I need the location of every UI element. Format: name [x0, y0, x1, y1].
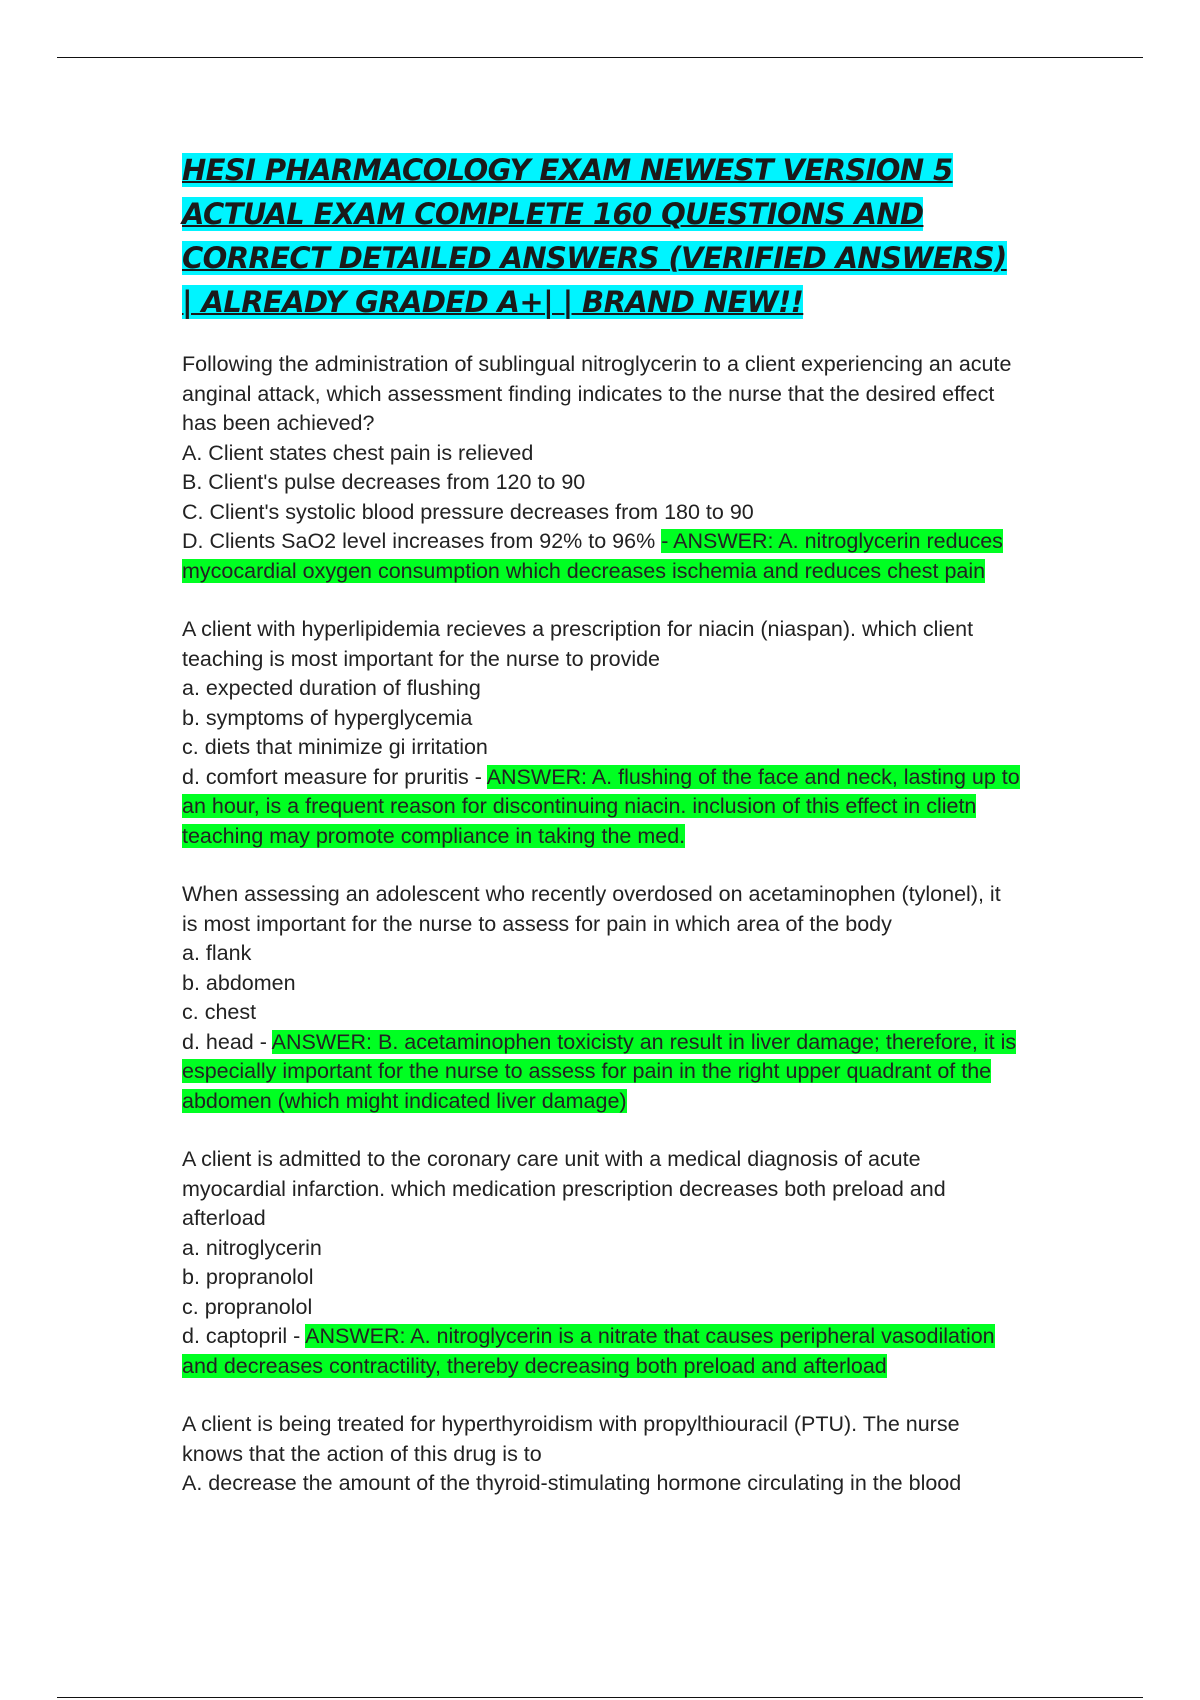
question-stem: A client is being treated for hyperthyroidism with propylthiouracil (PTU). The nurse knows that the action of this drug is to: [182, 1412, 960, 1466]
option: a. expected duration of flushing: [182, 676, 481, 700]
question-block-3: [182, 880, 1022, 1116]
option: d. head -: [182, 1029, 267, 1054]
top-rule: [57, 57, 1143, 58]
option: b. symptoms of hyperglycemia: [182, 705, 473, 730]
option: c. propranolol: [182, 1294, 313, 1319]
question-block-4: [182, 1145, 1022, 1381]
document-title: [182, 148, 1022, 324]
question-stem: When assessing an adolescent who recently overdosed on acetaminophen (tylonel), it is most important for the nurse to assess for pain in which area of the body: [182, 882, 1001, 936]
option: b. abdomen: [182, 970, 296, 995]
answer-highlight: ANSWER: A. flushing of the face and neck, lasting up to an hour, is a frequent reason for discontinuing niacin. inclusion of this effect in clietn teaching may promote compliance in taking the med.: [182, 764, 1020, 848]
question-block-5: [182, 1410, 1022, 1499]
option: c. diets that minimize gi irritation: [182, 735, 488, 759]
answer-highlight: ANSWER: A. nitroglycerin is a nitrate that causes peripheral vasodilation and decreases contractility, thereby decreasing both preload and afterload: [182, 1324, 995, 1378]
bottom-rule: [57, 1697, 1143, 1698]
option: a. flank: [182, 941, 252, 965]
answer-highlight: ANSWER: B. acetaminophen toxicisty an result in liver damage; therefore, it is especially important for the nurse to assess for pain in the right upper quadrant of the abdomen (which might indicated liver damage): [182, 1029, 1017, 1113]
option: d. comfort measure for pruritis -: [182, 764, 482, 789]
option: b. propranolol: [182, 1265, 314, 1289]
option: d. captopril -: [182, 1324, 301, 1348]
option: C. Client's systolic blood pressure decreases from 180 to 90: [182, 499, 754, 524]
option: c. chest: [182, 1000, 257, 1024]
question-block-1: [182, 350, 1022, 586]
option: a. nitroglycerin: [182, 1235, 322, 1260]
option: A. decrease the amount of the thyroid-stimulating hormone circulating in the blood: [182, 1471, 962, 1495]
question-block-2: [182, 615, 1022, 851]
question-stem: Following the administration of sublingual nitroglycerin to a client experiencing an acute anginal attack, which assessment finding indicates to the nurse that the desired effect has been achieved?: [182, 352, 1012, 435]
option: D. Clients SaO2 level increases from 92% to 96%: [182, 529, 656, 553]
document-body: [182, 148, 1022, 1528]
option: B. Client's pulse decreases from 120 to 90: [182, 470, 586, 494]
answer-highlight: - ANSWER: A. nitroglycerin reduces mycocardial oxygen consumption which decreases ischemia and reduces chest pain: [182, 529, 1003, 583]
question-stem: A client with hyperlipidemia recieves a prescription for niacin (niaspan). which client teaching is most important for the nurse to provide: [182, 617, 974, 671]
title-text: HESI PHARMACOLOGY EXAM NEWEST VERSION 5 ACTUAL EXAM COMPLETE 160 QUESTIONS AND CORRECT DETAILED ANSWERS (VERIFIED ANSWERS) | ALREADY GRADED A+| | BRAND NEW!!: [182, 153, 1007, 319]
question-stem: A client is admitted to the coronary care unit with a medical diagnosis of acute myocardial infarction. which medication prescription decreases both preload and afterload: [182, 1147, 946, 1230]
option: A. Client states chest pain is relieved: [182, 440, 534, 465]
